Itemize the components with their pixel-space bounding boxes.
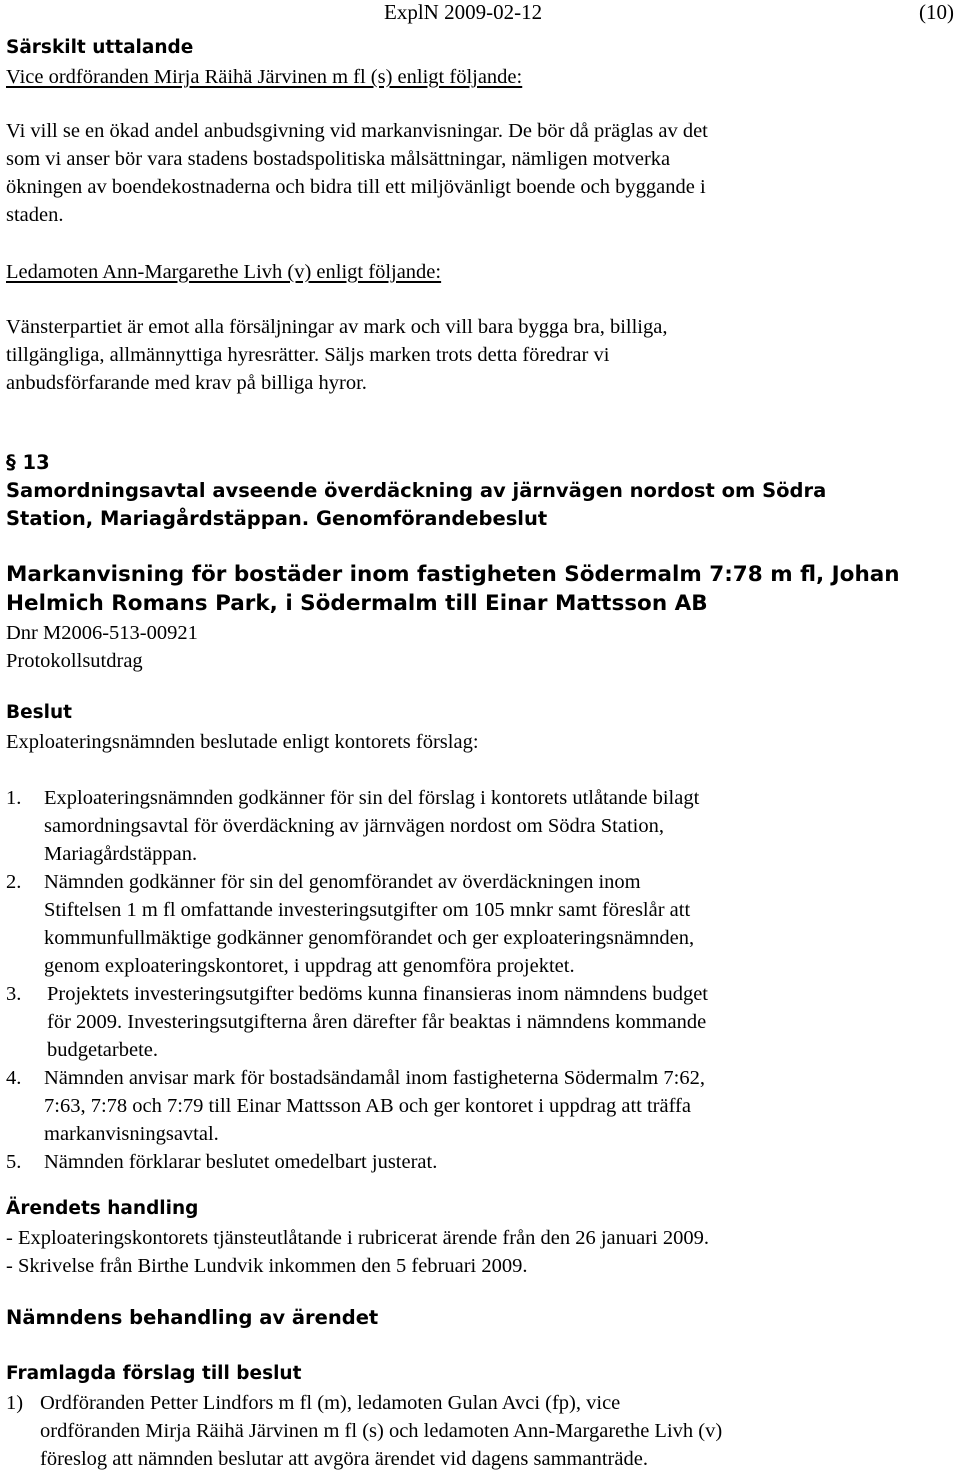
paragraph-line: anbudsförfarande med krav på billiga hyror. xyxy=(6,372,367,394)
paragraph-line: som vi anser bör vara stadens bostadspolitiska målsättningar, nämligen motverka xyxy=(6,148,671,170)
sarskilt-attribution: Vice ordföranden Mirja Räihä Järvinen m fl (s) enligt följande: xyxy=(6,66,523,88)
list-item-line: ordföranden Mirja Räihä Järvinen m fl (s) och ledamoten Ann-Margarethe Livh (v) xyxy=(40,1420,723,1442)
list-item xyxy=(6,980,952,1064)
framlagda-heading: Framlagda förslag till beslut xyxy=(6,1363,302,1384)
list-item-line: genom exploateringskontoret, i uppdrag att genomföra projektet. xyxy=(44,955,575,977)
list-item-line: Ordföranden Petter Lindfors m fl (m), ledamoten Gulan Avci (fp), vice xyxy=(40,1392,621,1414)
list-item xyxy=(6,784,952,868)
protokoll-label: Protokollsutdrag xyxy=(6,650,143,672)
arendets-list xyxy=(6,1224,952,1280)
list-item-number: 3. xyxy=(6,983,22,1005)
list-item xyxy=(6,1389,952,1473)
list-item-line: Mariagårdstäppan. xyxy=(44,843,198,865)
beslut-heading: Beslut xyxy=(6,702,73,723)
list-item-line: för 2009. Investeringsutgifterna åren därefter får beaktas i nämndens kommande xyxy=(47,1011,707,1033)
section-title xyxy=(6,477,952,533)
dnr-number: Dnr M2006-513-00921 xyxy=(6,622,198,644)
document-line: - Skrivelse från Birthe Lundvik inkommen den 5 februari 2009. xyxy=(6,1255,528,1277)
title-line: Station, Mariagårdstäppan. Genomförandebeslut xyxy=(6,507,548,530)
paragraph-line: ökningen av boendekostnaderna och bidra till ett miljövänligt boende och byggande i xyxy=(6,176,706,198)
ledamot-paragraph xyxy=(6,313,952,397)
section-number: § 13 xyxy=(6,451,50,474)
list-item xyxy=(6,868,952,980)
title-line: Samordningsavtal avseende överdäckning av järnvägen nordost om Södra xyxy=(6,479,827,502)
list-item-line: budgetarbete. xyxy=(47,1039,158,1061)
list-item-line: Nämnden förklarar beslutet omedelbart justerat. xyxy=(44,1151,438,1173)
sarskilt-paragraph xyxy=(6,117,952,229)
list-item-line: Projektets investeringsutgifter bedöms kunna finansieras inom nämndens budget xyxy=(47,983,708,1005)
list-item xyxy=(6,1064,952,1148)
list-item-line: föreslog att nämnden beslutar att avgöra ärendet vid dagens sammanträde. xyxy=(40,1448,648,1470)
beslut-intro: Exploateringsnämnden beslutade enligt kontorets förslag: xyxy=(6,731,479,753)
list-item-number: 5. xyxy=(6,1151,22,1173)
list-item-number: 4. xyxy=(6,1067,22,1089)
sarskilt-heading: Särskilt uttalande xyxy=(6,37,194,58)
list-item-line: markanvisningsavtal. xyxy=(44,1123,219,1145)
list-item-number: 1) xyxy=(6,1392,24,1414)
list-item-line: Nämnden anvisar mark för bostadsändamål inom fastigheterna Södermalm 7:62, xyxy=(44,1067,705,1089)
list-item-number: 1. xyxy=(6,787,22,809)
ledamot-attribution: Ledamoten Ann-Margarethe Livh (v) enligt följande: xyxy=(6,261,442,283)
subtitle-line: Helmich Romans Park, i Södermalm till Einar Mattsson AB xyxy=(6,591,708,616)
list-item-number: 2. xyxy=(6,871,22,893)
list-item-line: 7:63, 7:78 och 7:79 till Einar Mattsson AB och ger kontoret i uppdrag att träffa xyxy=(44,1095,691,1117)
list-item-line: Stiftelsen 1 m fl omfattande investeringsutgifter om 105 mnkr samt föreslår att xyxy=(44,899,691,921)
beslut-list xyxy=(6,784,952,1176)
paragraph-line: Vänsterpartiet är emot alla försäljningar av mark och vill bara bygga bra, billiga, xyxy=(6,316,668,338)
document-line: - Exploateringskontorets tjänsteutlåtande i rubricerat ärende från den 26 januari 2009. xyxy=(6,1227,710,1249)
list-item-line: Exploateringsnämnden godkänner för sin del förslag i kontorets utlåtande bilagt xyxy=(44,787,700,809)
list-item xyxy=(6,1148,952,1176)
list-item-line: samordningsavtal för överdäckning av järnvägen nordost om Södra Station, xyxy=(44,815,664,837)
list-item-line: kommunfullmäktige godkänner genomförandet och ger exploateringsnämnden, xyxy=(44,927,695,949)
framlagda-list xyxy=(6,1389,952,1473)
section-subtitle xyxy=(6,560,952,618)
paragraph-line: staden. xyxy=(6,204,64,226)
behandling-heading: Nämndens behandling av ärendet xyxy=(6,1306,379,1329)
page-number: (10) xyxy=(919,0,954,24)
subtitle-line: Markanvisning för bostäder inom fastigheten Södermalm 7:78 m fl, Johan xyxy=(6,562,900,587)
list-item-line: Nämnden godkänner för sin del genomförandet av överdäckningen inom xyxy=(44,871,641,893)
paragraph-line: Vi vill se en ökad andel anbudsgivning vid markanvisningar. De bör då präglas av det xyxy=(6,120,708,142)
document-reference: ExplN 2009-02-12 xyxy=(384,0,543,24)
paragraph-line: tillgängliga, allmännyttiga hyresrätter. Säljs marken trots detta föredrar vi xyxy=(6,344,610,366)
arendets-heading: Ärendets handling xyxy=(6,1198,199,1219)
